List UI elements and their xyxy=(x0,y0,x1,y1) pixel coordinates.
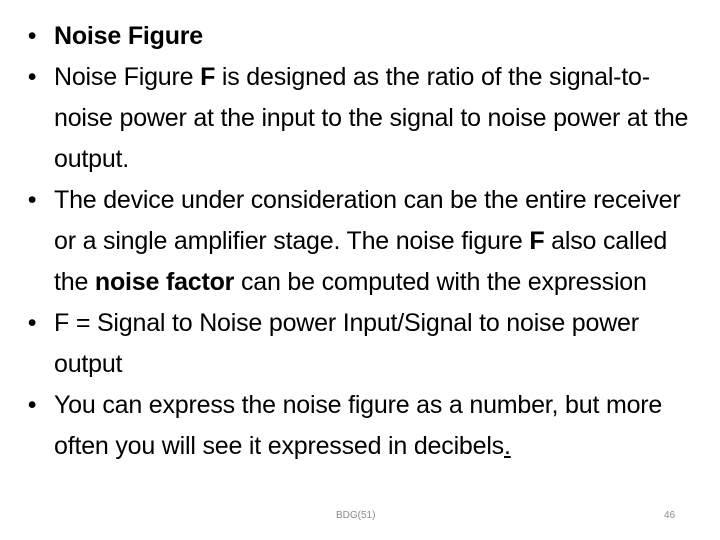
term-noise-factor: noise factor xyxy=(94,268,235,296)
text: The device under consideration can be the entire receiver or a single amplifier stage. The noise figure xyxy=(54,186,681,255)
footer-label: BDG(51) xyxy=(336,510,376,521)
bullet-item-decibels xyxy=(22,385,698,467)
bullet-item-device xyxy=(22,180,698,303)
bullet-icon: • xyxy=(27,22,37,50)
page-number: 46 xyxy=(664,510,676,521)
symbol-f: F xyxy=(200,63,216,91)
bullet-icon: • xyxy=(27,309,37,337)
heading-text: Noise Figure xyxy=(54,22,204,50)
text: also called the xyxy=(54,227,668,296)
bullet-icon: • xyxy=(27,186,37,214)
bullet-icon: • xyxy=(27,391,37,419)
text: Noise Figure xyxy=(54,63,201,91)
bullet-list xyxy=(22,16,698,467)
text: is designed as the ratio of the signal-to-noise power at the input to the signal to noise power at the output. xyxy=(54,63,689,173)
formula-text: F = Signal to Noise power Input/Signal to noise power output xyxy=(54,309,639,378)
bullet-item-noise-figure-heading xyxy=(22,16,698,57)
period-mark: . xyxy=(503,432,511,460)
bullet-icon: • xyxy=(27,63,37,91)
text: You can express the noise figure as a number, but more often you will see it expressed in decibels xyxy=(54,391,663,460)
text: can be computed with the expression xyxy=(234,268,647,296)
bullet-item-definition xyxy=(22,57,698,180)
symbol-f: F xyxy=(529,227,545,255)
bullet-item-formula xyxy=(22,303,698,385)
